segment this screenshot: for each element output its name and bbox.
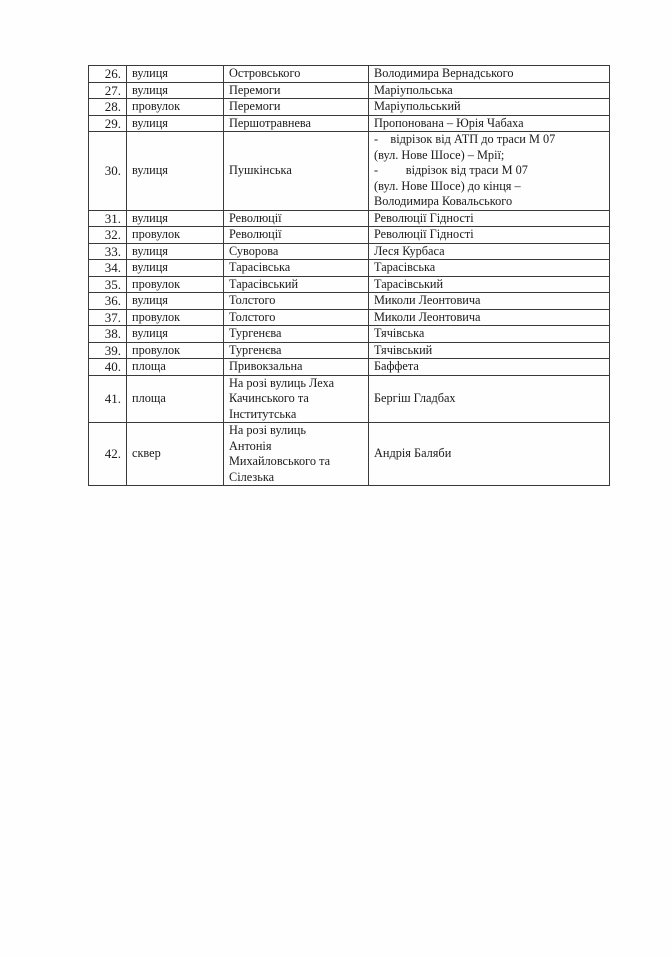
old-name	[224, 342, 369, 359]
row-number: 30.	[89, 132, 127, 211]
object-type: вулиця	[127, 210, 224, 227]
new-name	[369, 342, 610, 359]
old-name	[224, 260, 369, 277]
new-name	[369, 115, 610, 132]
new-name	[369, 66, 610, 83]
object-type: вулиця	[127, 66, 224, 83]
table-row	[89, 132, 610, 211]
new-name-line: Тячівська	[374, 326, 425, 340]
new-name-line: Андрія Баляби	[374, 446, 452, 461]
object-type: вулиця	[127, 326, 224, 343]
table-row	[89, 276, 610, 293]
object-type: провулок	[127, 99, 224, 116]
new-name-line: (вул. Нове Шосе) до кінця –	[374, 178, 521, 193]
table-row	[89, 309, 610, 326]
row-number: 27.	[89, 82, 127, 99]
row-number: 40.	[89, 359, 127, 376]
table-row	[89, 423, 610, 486]
new-name	[369, 132, 610, 211]
new-name-line: Володимира Вернадського	[374, 66, 514, 80]
table-row	[89, 260, 610, 277]
row-number: 26.	[89, 66, 127, 83]
old-name	[224, 227, 369, 244]
old-name-line: Сілезька	[229, 469, 275, 484]
table-row	[89, 66, 610, 83]
new-name-line: - відрізок від АТП до траси М 07	[374, 132, 556, 146]
object-type: вулиця	[127, 243, 224, 260]
new-name	[369, 227, 610, 244]
row-number: 39.	[89, 342, 127, 359]
object-type: площа	[127, 359, 224, 376]
table-row	[89, 210, 610, 227]
new-name-line: Тячівський	[374, 342, 433, 357]
old-name	[224, 66, 369, 83]
street-renaming-table	[88, 65, 610, 486]
table-row	[89, 115, 610, 132]
new-name	[369, 99, 610, 116]
table-row	[89, 227, 610, 244]
old-name	[224, 132, 369, 211]
new-name-line: (вул. Нове Шосе) – Мрії;	[374, 147, 505, 162]
object-type: вулиця	[127, 132, 224, 211]
old-name-line: Тургенєва	[229, 342, 282, 357]
old-name-line: Суворова	[229, 243, 279, 258]
old-name-line: На розі вулиць Леха	[229, 375, 335, 390]
new-name	[369, 260, 610, 277]
table-row	[89, 82, 610, 99]
old-name	[224, 375, 369, 423]
new-name-line: Маріупольський	[374, 99, 461, 113]
old-name	[224, 293, 369, 310]
row-number: 33.	[89, 243, 127, 260]
old-name	[224, 309, 369, 326]
table-row	[89, 99, 610, 116]
table-row	[89, 375, 610, 423]
object-type: площа	[127, 375, 224, 423]
object-type: вулиця	[127, 260, 224, 277]
object-type: вулиця	[127, 293, 224, 310]
row-number: 42.	[89, 423, 127, 486]
new-name-line: Пропонована – Юрія Чабаха	[374, 115, 524, 130]
row-number: 28.	[89, 99, 127, 116]
old-name-line: Антонія	[229, 438, 272, 453]
new-name-line: Тарасівський	[374, 276, 444, 291]
table-row	[89, 243, 610, 260]
old-name-line: Толстого	[229, 293, 276, 307]
row-number: 34.	[89, 260, 127, 277]
old-name-line: Перемоги	[229, 99, 281, 113]
object-type: вулиця	[127, 82, 224, 99]
old-name-line: Качинського та	[229, 391, 309, 405]
row-number: 41.	[89, 375, 127, 423]
row-number: 36.	[89, 293, 127, 310]
old-name-line: Інститутська	[229, 406, 297, 421]
old-name	[224, 210, 369, 227]
new-name	[369, 423, 610, 486]
new-name-line: Леся Курбаса	[374, 243, 445, 258]
table-row	[89, 359, 610, 376]
object-type: провулок	[127, 309, 224, 326]
new-name	[369, 243, 610, 260]
new-name	[369, 326, 610, 343]
old-name-line: Привокзальна	[229, 359, 303, 373]
row-number: 32.	[89, 227, 127, 244]
new-name-line: Баффета	[374, 359, 419, 373]
old-name-line: Революції	[229, 210, 282, 225]
new-name	[369, 375, 610, 423]
old-name-line: Тургенєва	[229, 326, 282, 340]
old-name	[224, 276, 369, 293]
new-name-line: Маріупольська	[374, 82, 453, 97]
new-name-line: Миколи Леонтовича	[374, 293, 481, 307]
new-name	[369, 309, 610, 326]
table-row	[89, 326, 610, 343]
new-name-line: Володимира Ковальського	[374, 194, 513, 208]
object-type: провулок	[127, 342, 224, 359]
old-name	[224, 359, 369, 376]
old-name	[224, 423, 369, 486]
row-number: 35.	[89, 276, 127, 293]
old-name	[224, 115, 369, 132]
new-name-line: - відрізок від траси М 07	[374, 163, 528, 177]
old-name	[224, 82, 369, 99]
row-number: 37.	[89, 309, 127, 326]
new-name	[369, 359, 610, 376]
new-name	[369, 276, 610, 293]
row-number: 31.	[89, 210, 127, 227]
old-name-line: Толстого	[229, 309, 276, 324]
row-number: 29.	[89, 115, 127, 132]
new-name	[369, 210, 610, 227]
old-name-line: Михайловського та	[229, 454, 331, 468]
old-name-line: Тарасівський	[229, 276, 299, 291]
old-name	[224, 326, 369, 343]
new-name-line: Миколи Леонтовича	[374, 309, 481, 324]
new-name	[369, 293, 610, 310]
old-name	[224, 99, 369, 116]
old-name-line: Перемоги	[229, 82, 281, 97]
new-name-line: Тарасівська	[374, 260, 436, 274]
old-name-line: Першотравнева	[229, 115, 312, 130]
new-name	[369, 82, 610, 99]
table-row	[89, 342, 610, 359]
old-name-line: Островського	[229, 66, 301, 80]
old-name-line: Пушкінська	[229, 163, 292, 177]
table-row	[89, 293, 610, 310]
new-name-line: Бергіш Гладбах	[374, 391, 456, 405]
new-name-line: Революції Гідності	[374, 210, 474, 225]
old-name-line: Тарасівська	[229, 260, 291, 274]
object-type: вулиця	[127, 115, 224, 132]
old-name-line: Революції	[229, 227, 282, 241]
object-type: провулок	[127, 227, 224, 244]
object-type: провулок	[127, 276, 224, 293]
object-type: сквер	[127, 423, 224, 486]
old-name	[224, 243, 369, 260]
row-number: 38.	[89, 326, 127, 343]
old-name-line: На розі вулиць	[229, 423, 306, 437]
new-name-line: Революції Гідності	[374, 227, 474, 241]
table-body	[89, 66, 610, 486]
